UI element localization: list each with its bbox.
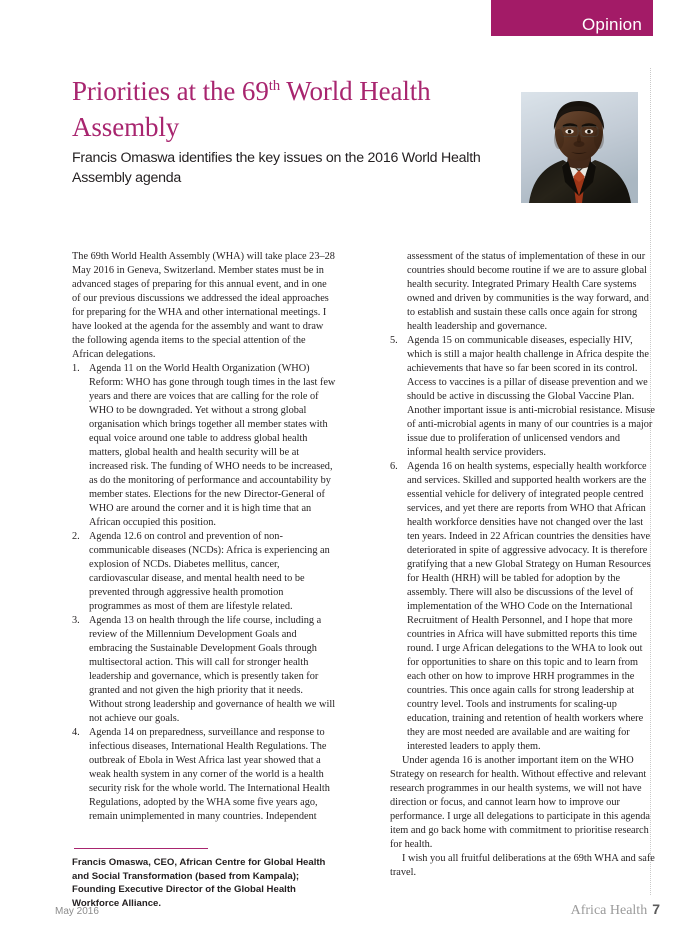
continuation-paragraph: assessment of the status of implementation of these in our countries should become routine if we are to assure global health security. Integrated Primary Health Care systems owned and driven by communities is the way forward, and to establish and sustain these calls once again for strong health leadership and governance. — [407, 251, 649, 332]
author-bio: Francis Omaswa, CEO, African Centre for Global Health and Social Transformation (based from Kampala); Founding Executive Director of the Global Health Workforce Alliance. — [72, 857, 326, 909]
agenda-item-text: Agenda 13 on health through the life course, including a review of the Millennium Development Goals and embracing the Sustainable Development Goals through multisectoral action. This will call for stronger health leadership and governance, which is presently taken for granted and not given the high priority that it needs. Without strong leadership and governance of health we will not achieve our goals. — [89, 615, 336, 724]
agenda-item-number: 1. — [72, 363, 80, 374]
agenda-item-text: Agenda 12.6 on control and prevention of non-communicable diseases (NCDs): Africa is experiencing an explosion of NCDs. Diabetes mellitus, cancer, cardiovascular disease, and mental health need to be prevented through aggressive health promotion programmes as most of them are lifestyle related. — [89, 531, 330, 612]
agenda-item — [72, 614, 337, 726]
agenda-item-text: Agenda 11 on the World Health Organization (WHO) Reform: WHO has gone through tough times in the last few years and there are voices that are calling for the role of WHO to be downgraded. Yet without a strong global organisation which brings together all member states with equal voice around one table to address global health matters, global health and health security will be at increased risk. The funding of WHO needs to be increased, as do the monitoring of performance and accountability by member states. Elections for the new Director-General of WHO are around the corner and it is high time that an African occupied this position. — [89, 363, 336, 528]
intro-paragraph: The 69th World Health Assembly (WHA) will take place 23–28 May 2016 in Geneva, Switzerland. Member states must be in advanced stages of preparing for this annual event, and in one of our previous discussions we addressed the ideal approaches for preparing for the WHA and other international meetings. I have looked at the agenda for the assembly and want to draw the following agenda items to the special attention of the African delegations. — [72, 251, 335, 360]
body-column-left — [72, 250, 337, 824]
agenda-item — [72, 530, 337, 614]
closing-paragraph: Under agenda 16 is another important item on the WHO Strategy on research for health. Without effective and relevant research programmes in our health systems, we will not have direction or focus, and cannot learn how to improve our performance. I urge all delegations to participate in this agenda item and go back home with commitment to prioritise research for health. — [390, 755, 650, 850]
footer-publication — [571, 901, 660, 919]
agenda-item-number: 2. — [72, 531, 80, 542]
publication-name: Africa Health — [570, 903, 648, 918]
author-portrait — [521, 92, 638, 203]
page-title — [72, 74, 472, 145]
author-portrait-image — [521, 92, 638, 203]
agenda-item-text: Agenda 14 on preparedness, surveillance and response to infectious diseases, International Health Regulations. The outbreak of Ebola in West Africa last year showed that a weak health system in any corner of the world is a health security risk for the whole world. The International Health Regulations, adopted by the WHA some five years ago, remain unimplemented in many countries. Independent — [89, 727, 330, 822]
agenda-item — [390, 334, 655, 460]
agenda-item-number: 4. — [72, 727, 80, 738]
section-band-opinion — [491, 0, 653, 36]
page-number: 7 — [652, 901, 660, 917]
agenda-item-text: Agenda 15 on communicable diseases, especially HIV, which is still a major health challenge in Africa despite the achievements that have so far been scored in its control. Access to vaccines is a pillar of disease prevention and we should be active in discussing the Global Vaccine Plan. Another important issue is anti-microbial resistance. Misuse of anti-microbial agents in many of our countries is a major issue due to proliferation of unlicensed vendors and informal health service providers. — [407, 335, 655, 458]
agenda-list-right — [390, 334, 655, 754]
agenda-item-text: Agenda 16 on health systems, especially health workforce and services. Skilled and supported health workers are the essential vehicle for delivery of integrated people centred services, and yet there are reports from WHO that African health workforce densities have not changed over the last ten years. Indeed in 22 African countries the densities have deteriorated in spite of aggressive advocacy. It is therefore gratifying that a new Global Strategy on Human Resources for Health (HRH) will be tabled for adoption by the assembly. There will also be discussions of the level of implementation of the WHO Code on the International Recruitment of Health Personnel, and I hope that more countries in Africa will have submitted reports this time round. I urge African delegations to the WHA to look out for opportunities to share on this topic and to learn from each other on how to improve HRH programmes in the countries. This once again calls for strong leadership at country level. Tools and instruments for scaling-up education, training and retention of health workers where they are most needed are available and are waiting for interested leaders to apply them. — [407, 461, 651, 752]
agenda-item — [72, 726, 337, 824]
title-part-one: Priorities at the 69 — [72, 76, 269, 106]
agenda-item — [390, 460, 655, 754]
title-ordinal-suffix: th — [268, 78, 281, 94]
sign-off-paragraph: I wish you all fruitful deliberations at the 69th WHA and safe travel. — [390, 853, 655, 878]
agenda-item-number: 3. — [72, 615, 80, 626]
section-label: Opinion — [582, 15, 642, 34]
agenda-list-left — [72, 362, 337, 824]
agenda-item-number: 6. — [390, 461, 398, 472]
agenda-item-number: 5. — [390, 335, 398, 346]
agenda-item — [72, 362, 337, 530]
body-column-right — [390, 250, 655, 880]
title-part-two: World Health Assembly — [72, 76, 431, 142]
bio-divider-rule — [74, 848, 208, 849]
article-deck: Francis Omaswa identifies the key issues on the 2016 World Health Assembly agenda — [72, 150, 481, 187]
footer-issue-date: May 2016 — [55, 906, 99, 917]
